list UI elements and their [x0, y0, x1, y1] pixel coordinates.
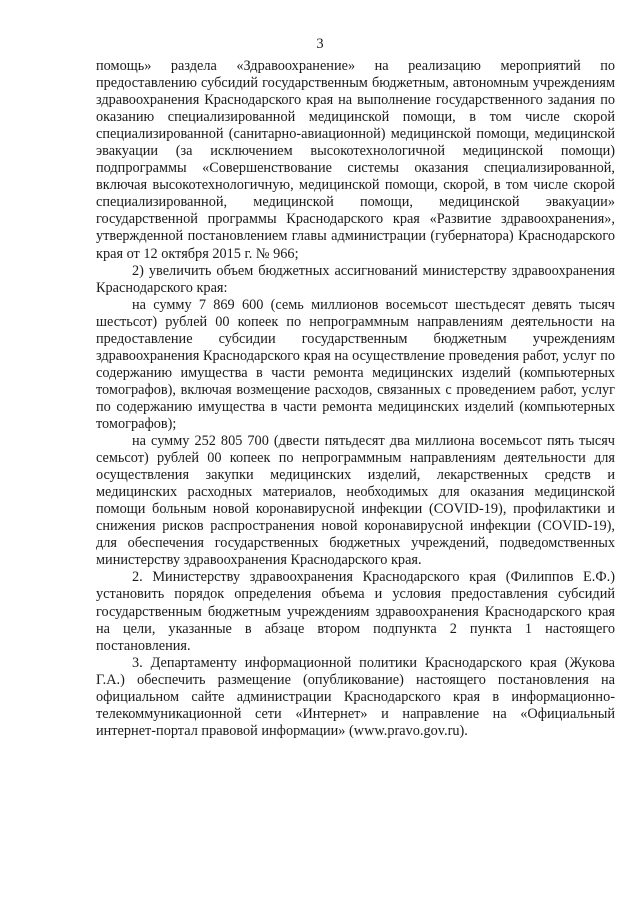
- paragraph-item-2: 2) увеличить объем бюджетных ассигнований министерству здравоохранения Краснодарского края:: [96, 262, 615, 296]
- paragraph-amount-1: на сумму 7 869 600 (семь миллионов восемьсот шестьдесят девять тысяч шестьсот) рублей 00 копеек по непрограммным направлениям деятельности на предоставление субсидии государственным бюджетным учреждениям здравоохранения Краснодарского края на осуществление проведения работ, услуг по содержанию имущества в части ремонта медицинских изделий (компьютерных томографов), включая возмещение расходов, связанных с проведением работ, услуг по содержанию имущества в части ремонта медицинских изделий (компьютерных томографов);: [96, 296, 615, 432]
- paragraph-clause-2: 2. Министерству здравоохранения Краснодарского края (Филиппов Е.Ф.) установить порядок определения объема и условия предоставления субсидий государственным бюджетным учреждениям здравоохранения Краснодарского края на цели, указанные в абзаце втором подпункта 2 пункта 1 настоящего постановления.: [96, 569, 615, 654]
- document-body: [96, 58, 615, 740]
- paragraph-amount-2: на сумму 252 805 700 (двести пятьдесят два миллиона восемьсот пять тысяч семьсот) рублей 00 копеек по непрограммным направлениям деятельности для осуществления закупки медицинских изделий, лекарственных средств и медицинских расходных материалов, необходимых для оказания медицинской помощи больным новой коронавирусной инфекции (COVID-19), профилактики и снижения рисков распространения новой коронавирусной инфекции (COVID-19), для обеспечения государственных бюджетных учреждений, подведомственных министерству здравоохранения Краснодарского края.: [96, 433, 615, 569]
- paragraph-continuation: помощь» раздела «Здравоохранение» на реализацию мероприятий по предоставлению субсидий государственным бюджетным, автономным учреждениям здравоохранения Краснодарского края на выполнение государственного задания по оказанию специализированной медицинской помощи, в том числе скорой специализированной (санитарно-авиационной) медицинской помощи, медицинской эвакуации (за исключением высокотехнологичной медицинской помощи) подпрограммы «Совершенствование системы оказания специализированной, включая высокотехнологичную, медицинской помощи, скорой, в том числе скорой специализированной, медицинской помощи, медицинской эвакуации» государственной программы Краснодарского края «Развитие здравоохранения», утвержденной постановлением главы администрации (губернатора) Краснодарского края от 12 октября 2015 г. № 966;: [96, 58, 615, 262]
- page-number: 3: [316, 36, 324, 52]
- paragraph-clause-3: 3. Департаменту информационной политики Краснодарского края (Жукова Г.А.) обеспечить размещение (опубликование) настоящего постановления на официальном сайте администрации Краснодарского края в информационно-телекоммуникационной сети «Интернет» и направление на «Официальный интернет-портал правовой информации» (www.pravo.gov.ru).: [96, 654, 615, 739]
